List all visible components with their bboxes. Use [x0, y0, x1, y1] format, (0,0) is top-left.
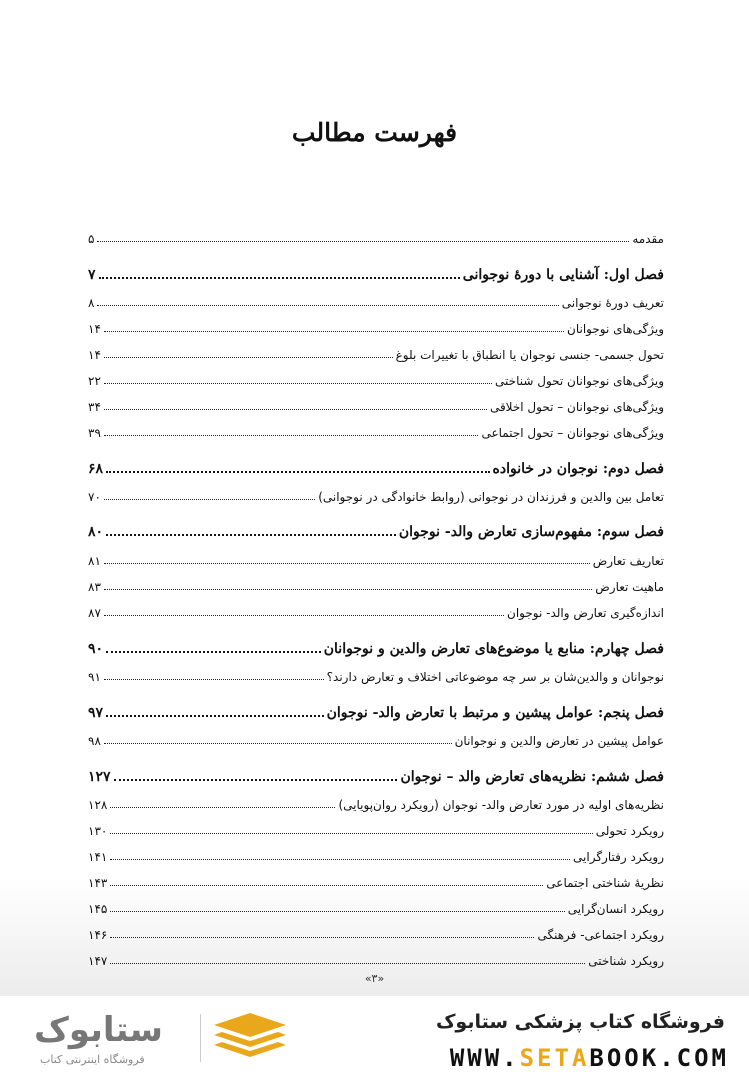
toc-page-number: ۵ — [88, 232, 95, 246]
toc-page-number: ۱۴۵ — [88, 902, 108, 916]
toc-entry-row — [88, 392, 664, 414]
book-stack-logo-icon — [214, 1013, 286, 1067]
toc-entry-title: رویکرد شناختی — [588, 954, 664, 968]
toc-page-number: ۱۳۰ — [88, 824, 108, 838]
toc-entry-title: فصل دوم: نوجوان در خانواده — [492, 461, 664, 477]
toc-entry-title: فصل ششم: نظریه‌های تعارض والد – نوجوان — [400, 769, 664, 785]
dot-leader — [104, 589, 592, 590]
toc-page-number: ۸۱ — [88, 554, 101, 568]
toc-chapter-row — [88, 455, 664, 477]
toc-entry-row — [88, 314, 664, 336]
toc-entry-row — [88, 662, 664, 684]
toc-entry-title: فصل پنجم: عوامل پیشین و مرتبط با تعارض والد- نوجوان — [326, 705, 664, 721]
toc-entry-row — [88, 572, 664, 594]
dot-leader — [97, 305, 558, 306]
toc-entry-row — [88, 946, 664, 968]
url-suffix: BOOK.COM — [589, 1044, 729, 1072]
toc-page-number: ۷۰ — [88, 490, 101, 504]
toc-page-number: ۹۱ — [88, 670, 101, 684]
toc-page-number: ۱۴۷ — [88, 954, 108, 968]
toc-page-number: ۱۴۱ — [88, 850, 108, 864]
toc-entry-row — [88, 894, 664, 916]
dot-leader — [110, 807, 335, 808]
toc-entry-title: ماهیت تعارض — [595, 580, 664, 594]
store-url[interactable] — [450, 1044, 729, 1072]
toc-page-number: ۸۰ — [88, 524, 104, 540]
toc-entry-title: تحول جسمی- جنسی نوجوان یا انطباق با تغییرات بلوغ — [395, 348, 664, 362]
toc-entry-row — [88, 288, 664, 310]
dot-leader — [106, 651, 321, 653]
toc-page-number: ۱۴۳ — [88, 876, 108, 890]
toc-page-number: ۸۷ — [88, 606, 101, 620]
toc-entry-row — [88, 418, 664, 440]
toc-entry-title: ویژگی‌های نوجوانان — [567, 322, 664, 336]
store-logo-wordmark: ستابوک — [34, 1010, 163, 1050]
page-title: فهرست مطالب — [291, 118, 458, 147]
toc-entry-title: رویکرد اجتماعی- فرهنگی — [537, 928, 664, 942]
toc-entry-title: ویژگی‌های نوجوانان – تحول اجتماعی — [481, 426, 664, 440]
dot-leader — [99, 277, 460, 279]
toc-entry-title: فصل چهارم: منابع یا موضوع‌های تعارض والدین و نوجوانان — [323, 641, 664, 657]
toc-entry-title: نظریه‌های اولیه در مورد تعارض والد- نوجوان (رویکرد روان‌پویایی) — [338, 798, 664, 812]
toc-page-number: ۹۷ — [88, 705, 104, 721]
dot-leader — [104, 679, 324, 680]
toc-entry-row — [88, 366, 664, 388]
toc-page-number: ۱۴۶ — [88, 928, 108, 942]
dot-leader — [106, 471, 490, 473]
dot-leader — [114, 779, 398, 781]
dot-leader — [104, 743, 452, 744]
toc-entry-row — [88, 598, 664, 620]
toc-chapter-row — [88, 261, 664, 283]
toc-entry-title: تعاریف تعارض — [592, 554, 664, 568]
dot-leader — [110, 937, 534, 938]
toc-entry-row — [88, 482, 664, 504]
toc-entry-row — [88, 726, 664, 748]
store-name: فروشگاه کتاب پزشکی ستابوک — [435, 1011, 725, 1033]
dot-leader — [104, 435, 479, 436]
toc-entry-title: رویکرد تحولی — [595, 824, 664, 838]
toc-chapter-row — [88, 518, 664, 540]
toc-page-number: ۸ — [88, 296, 95, 310]
toc-page-number: ۱۲۸ — [88, 798, 108, 812]
toc-entry-title: رویکرد رفتارگرایی — [573, 850, 664, 864]
toc-entry-title: رویکرد انسان‌گرایی — [567, 902, 664, 916]
toc-entry-title: مقدمه — [632, 232, 664, 246]
dot-leader — [110, 833, 592, 834]
toc-chapter-row — [88, 699, 664, 721]
store-footer-banner — [0, 996, 749, 1079]
dot-leader — [104, 383, 492, 384]
toc-page-number: ۱۲۷ — [88, 769, 111, 785]
toc-entry-title: اندازه‌گیری تعارض والد- نوجوان — [507, 606, 664, 620]
toc-entry-row — [88, 790, 664, 812]
toc-entry-title: تعریف دورهٔ نوجوانی — [561, 296, 664, 310]
store-logo-tagline: فروشگاه اینترنتی کتاب — [40, 1053, 145, 1066]
toc-page-number: ۳۹ — [88, 426, 101, 440]
dot-leader — [110, 911, 564, 912]
toc-page-number: ۱۴ — [88, 322, 101, 336]
dot-leader — [104, 357, 393, 358]
dot-leader — [110, 885, 543, 886]
toc-page-number: ۶۸ — [88, 461, 104, 477]
toc-entry-row — [88, 868, 664, 890]
dot-leader — [106, 534, 396, 536]
dot-leader — [104, 409, 487, 410]
toc-page-number: ۹۰ — [88, 641, 104, 657]
toc-entry-row — [88, 920, 664, 942]
toc-entry-row — [88, 842, 664, 864]
toc-page-number: ۹۸ — [88, 734, 101, 748]
dot-leader — [97, 241, 629, 242]
toc-entry-title: نوجوانان و والدین‌شان بر سر چه موضوعاتی اختلاف و تعارض دارند؟ — [326, 670, 664, 684]
toc-page-number: ۷ — [88, 267, 96, 283]
toc-page-number: ۲۲ — [88, 374, 101, 388]
toc-chapter-row — [88, 635, 664, 657]
toc-entry-title: ویژگی‌های نوجوانان تحول شناختی — [495, 374, 664, 388]
toc-page-number: ۳۴ — [88, 400, 101, 414]
page-number: «۳» — [364, 972, 385, 985]
dot-leader — [110, 859, 570, 860]
toc-entry-title: ویژگی‌های نوجوانان – تحول اخلاقی — [489, 400, 664, 414]
toc-entry-title: فصل سوم: مفهوم‌سازی تعارض والد- نوجوان — [398, 524, 664, 540]
toc-chapter-row — [88, 763, 664, 785]
toc-entry-row — [88, 816, 664, 838]
toc-page-number: ۱۴ — [88, 348, 101, 362]
url-prefix: WWW. — [449, 1044, 520, 1072]
toc-page-number: ۸۳ — [88, 580, 101, 594]
dot-leader — [104, 615, 504, 616]
dot-leader — [106, 715, 324, 717]
toc-entry-title: تعامل بین والدین و فرزندان در نوجوانی (روابط خانوادگی در نوجوانی) — [318, 490, 664, 504]
toc-entry-title: نظریهٔ شناختی اجتماعی — [546, 876, 664, 890]
toc-entry-row — [88, 546, 664, 568]
url-highlight: SETA — [519, 1044, 590, 1072]
logo-divider — [200, 1014, 201, 1062]
dot-leader — [104, 563, 590, 564]
dot-leader — [104, 499, 315, 500]
toc-entry-title: عوامل پیشین در تعارض والدین و نوجوانان — [454, 734, 664, 748]
dot-leader — [110, 963, 585, 964]
toc-entry-title: فصل اول: آشنایی با دورهٔ نوجوانی — [462, 267, 664, 283]
toc-entry-row — [88, 224, 664, 246]
toc-entry-row — [88, 340, 664, 362]
dot-leader — [104, 331, 564, 332]
